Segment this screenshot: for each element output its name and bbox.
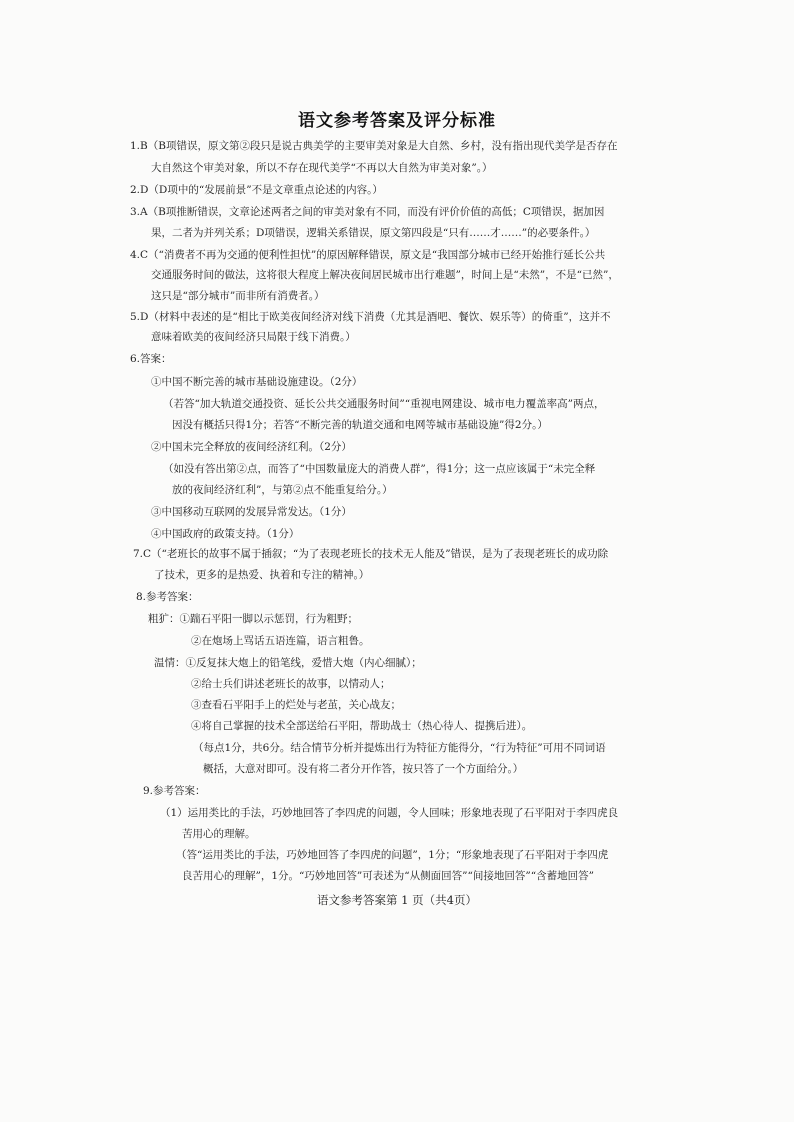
text-line: 放的夜间经济红利”，与第②点不能重复给分。） xyxy=(172,484,393,496)
text-line: 9.参考答案： xyxy=(143,785,206,797)
page-footer: 语文参考答案第 1 页（共4页） xyxy=(317,893,477,907)
text-line: ③中国移动互联网的发展异常发达。（1分） xyxy=(151,506,352,518)
text-line: （1）运用类比的手法，巧妙地回答了李四虎的问题，令人回味；形象地表现了石平阳对于李四虎良 xyxy=(160,807,619,819)
text-line: 温情：①反复抹大炮上的铅笔线，爱惜大炮（内心细腻）； xyxy=(154,657,422,669)
text-line: 2.D（D项中的“发展前景”不是文章重点论述的内容。） xyxy=(130,184,383,196)
text-line: 7.C（“老班长的故事不属于插叙；“为了表现老班长的技术无人能及”错误，是为了表现老班长的成功除 xyxy=(133,548,609,560)
text-line: 意味着欧美的夜间经济只局限于线下消费。） xyxy=(151,331,356,343)
text-line: 4.C（“消费者不再为交通的便利性担忧”的原因解释错误，原文是“我国部分城市已经开始推行延长公共 xyxy=(130,249,606,261)
text-line: 6.答案： xyxy=(130,353,172,365)
text-line: 因没有概括只得1分；若答“不断完善的轨道交通和电网等城市基础设施”得2分。） xyxy=(172,419,548,431)
text-line: （每点1分，共6分。结合情节分析并提炼出行为特征方能得分，“行为特征”可用不同词语 xyxy=(193,742,606,754)
text-line: ④中国政府的政策支持。（1分） xyxy=(151,528,300,540)
text-line: 了技术，更多的是热爱、执着和专注的精神。） xyxy=(154,569,370,581)
text-line: （如没有答出第②点，而答了“中国数量庞大的消费人群”，得1分；这一点应该属于“未完全释 xyxy=(163,463,596,475)
text-line: 苦用心的理解。 xyxy=(182,828,256,840)
text-line: （答“运用类比的手法，巧妙地回答了李四虎的问题”，1分；“形象地表现了石平阳对于李四虎 xyxy=(176,849,609,861)
text-line: 果，二者为并列关系；D项错误，逻辑关系错误，原文第四段是“只有……才……”的必要条件。） xyxy=(151,227,596,239)
text-line: ②给士兵们讲述老班长的故事，以情动人； xyxy=(191,678,391,690)
text-line: 交通服务时间的做法，这将很大程度上解决夜间居民城市出行难题”，时间上是“未然”，不是“已然”， xyxy=(151,269,619,281)
text-line: 大自然这个审美对象，所以不存在现代美学“不再以大自然为审美对象”。） xyxy=(151,162,493,174)
text-line: ③查看石平阳手上的烂处与老茧，关心战友； xyxy=(191,699,401,711)
text-line: ②在炮场上骂话五语连篇，语言粗鲁。 xyxy=(191,635,370,647)
text-line: 良苦用心的理解”，1分。“巧妙地回答”可表述为“从侧面回答”“间接地回答”“含蓄地回答” xyxy=(182,870,594,882)
text-line: ④将自己掌握的技术全部送给石平阳，帮助战士（热心待人、提携后进）。 xyxy=(191,720,533,732)
text-line: 8.参考答案： xyxy=(136,591,199,603)
text-line: 这只是“部分城市”而非所有消费者。） xyxy=(151,290,325,302)
text-line: ①中国不断完善的城市基础设施建设。（2分） xyxy=(151,376,363,388)
text-line: 粗犷：①踹石平阳一脚以示惩罚，行为粗野； xyxy=(148,613,358,625)
text-line: 概括，大意对即可。没有将二者分开作答，按只答了一个方面给分。） xyxy=(203,763,524,775)
text-line: 3.A（B项推断错误，文章论述两者之间的审美对象有不同，而没有评价价值的高低；C项错误，据加因 xyxy=(130,206,605,218)
page-title: 语文参考答案及评分标准 xyxy=(298,111,496,131)
text-line: 1.B（B项错误，原文第②段只是说古典美学的主要审美对象是大自然、乡村，没有指出现代美学是否存在 xyxy=(130,140,618,152)
text-line: ②中国未完全释放的夜间经济红利。（2分） xyxy=(151,441,352,453)
text-line: 5.D（材料中表述的是“相比于欧美夜间经济对线下消费（尤其是酒吧、餐饮、娱乐等）的倚重”，这并不 xyxy=(130,311,611,323)
text-line: （若答“加大轨道交通投资、延长公共交通服务时间”“重视电网建设、城市电力覆盖率高”两点， xyxy=(163,398,605,410)
